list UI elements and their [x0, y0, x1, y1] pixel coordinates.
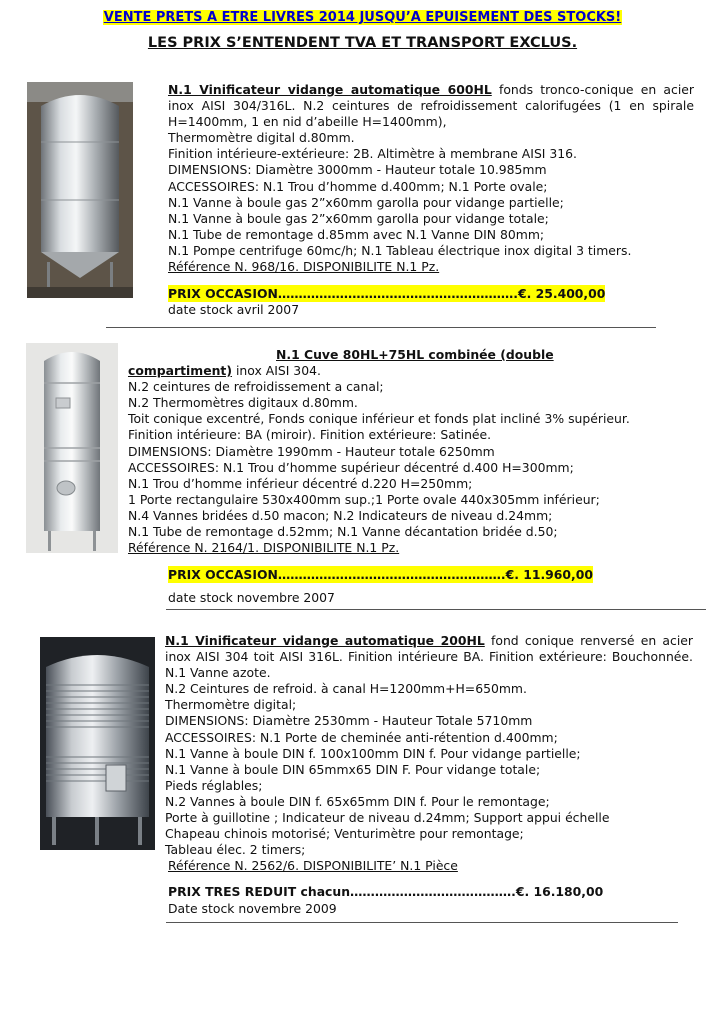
spec-line: N.1 Trou d’homme inférieur décentré d.220 H=250mm; [128, 475, 473, 491]
spec-line: DIMENSIONS: Diamètre 1990mm - Hauteur totale 6250mm [128, 443, 495, 459]
product-3-intro [165, 633, 693, 681]
product-1-stock-date: date stock avril 2007 [168, 302, 300, 317]
product-2-reference: Référence N. 2164/1. DISPONIBILITE N.1 Pz. [128, 540, 400, 556]
product-2-title-tail: inox AISI 304. [232, 363, 321, 379]
product-2-intro [128, 363, 708, 379]
product-1-title-tail: fonds tronco-conique en acier inox AISI 304/316L. N.2 ceintures de refroidissement calorifugées (1 en spirale H=1400mm, 1 en nid d’abeille H=1400mm), [168, 82, 694, 130]
spec-line: N.2 ceintures de refroidissement a canal; [128, 379, 384, 395]
product-3-stock-date: Date stock novembre 2009 [168, 901, 337, 916]
spec-line: Finition intérieure-extérieure: 2B. Altimètre à membrane AISI 316. [168, 146, 577, 162]
product-1-photo [27, 82, 133, 298]
spec-line: ACCESSOIRES: N.1 Porte de cheminée anti-rétention d.400mm; [165, 729, 558, 745]
spec-line: N.2 Thermomètres digitaux d.80mm. [128, 395, 358, 411]
product-2-title-line1: N.1 Cuve 80HL+75HL combinée (double [276, 347, 554, 362]
product-1-price: PRIX OCCASION………………………………………………….€. 25.400,00 [168, 286, 606, 301]
spec-line: Chapeau chinois motorisé; Venturimètre pour remontage; [165, 826, 524, 842]
spec-line: Thermomètre digital; [165, 697, 297, 713]
spec-line: ACCESSOIRES: N.1 Trou d’homme d.400mm; N.1 Porte ovale; [168, 178, 548, 194]
spec-line: N.2 Vannes à boule DIN f. 65x65mm DIN f. Pour le remontage; [165, 793, 550, 809]
product-2-stock-date: date stock novembre 2007 [168, 590, 335, 605]
product-3-price: PRIX TRES REDUIT chacun………………………………….€. 16.180,00 [168, 884, 604, 899]
promo-banner [0, 10, 725, 25]
product-1-description [168, 82, 694, 275]
spec-line: N.1 Vanne à boule DIN f. 100x100mm DIN f. Pour vidange partielle; [165, 745, 581, 761]
spec-line: Porte à guillotine ; Indicateur de niveau d.24mm; Support appui échelle [165, 810, 610, 826]
product-2-price: PRIX OCCASION……………………………………………….€. 11.960,00 [168, 567, 593, 582]
spec-line: N.2 Ceintures de refroid. à canal H=1200mm+H=650mm. [165, 681, 527, 697]
spec-line: ACCESSOIRES: N.1 Trou d’homme supérieur décentré d.400 H=300mm; [128, 459, 574, 475]
product-3-title-tail: fond conique renversé en acier inox AISI 304 toit AISI 316L. Finition intérieure BA. Finition extérieure: Bouchonnée. N.1 Vanne azote. [165, 633, 693, 681]
product-1-intro [168, 82, 694, 130]
divider [166, 609, 706, 610]
spec-line: Thermomètre digital d.80mm. [168, 130, 355, 146]
spec-line: N.1 Tube de remontage d.52mm; N.1 Vanne décantation bridée d.50; [128, 524, 558, 540]
spec-line: N.1 Tube de remontage d.85mm avec N.1 Vanne DIN 80mm; [168, 226, 545, 242]
spec-line: Finition intérieure: BA (miroir). Finition extérieure: Satinée. [128, 427, 492, 443]
spec-line: N.1 Vanne à boule gas 2”x60mm garolla pour vidange partielle; [168, 194, 564, 210]
product-1-title: N.1 Vinificateur vidange automatique 600HL [168, 82, 492, 97]
spec-line: N.1 Vanne à boule DIN 65mmx65 DIN F. Pour vidange totale; [165, 761, 541, 777]
spec-line: 1 Porte rectangulaire 530x400mm sup.;1 Porte ovale 440x305mm inférieur; [128, 491, 600, 507]
price-notice: LES PRIX S’ENTENDENT TVA ET TRANSPORT EXCLUS. [147, 35, 578, 51]
spec-line: N.1 Pompe centrifuge 60mc/h; N.1 Tableau électrique inox digital 3 timers. [168, 242, 632, 258]
divider [106, 327, 656, 328]
product-1-reference: Référence N. 968/16. DISPONIBILITE N.1 Pz. [168, 259, 440, 275]
spec-line: N.4 Vannes bridées d.50 macon; N.2 Indicateurs de niveau d.24mm; [128, 507, 553, 523]
product-3-photo [40, 637, 155, 850]
product-3-title: N.1 Vinificateur vidange automatique 200HL [165, 633, 485, 648]
product-2-title: compartiment) [128, 363, 233, 379]
product-3-reference: Référence N. 2562/6. DISPONIBILITE’ N.1 Pièce [168, 858, 458, 874]
promo-banner-text: VENTE PRETS A ETRE LIVRES 2014 JUSQU’A EPUISEMENT DES STOCKS! [103, 10, 622, 25]
spec-line: Pieds réglables; [165, 777, 263, 793]
divider [166, 922, 678, 923]
product-2-photo [26, 343, 118, 553]
spec-line: DIMENSIONS: Diamètre 2530mm - Hauteur Totale 5710mm [165, 713, 533, 729]
spec-line: Toit conique excentré, Fonds conique inférieur et fonds plat incliné 3% supérieur. [128, 411, 630, 427]
spec-line: DIMENSIONS: Diamètre 3000mm - Hauteur totale 10.985mm [168, 162, 547, 178]
spec-line: Tableau élec. 2 timers; [165, 842, 306, 858]
product-2-description [128, 347, 708, 556]
product-3-description [165, 633, 693, 874]
spec-line: N.1 Vanne à boule gas 2”x60mm garolla pour vidange totale; [168, 210, 549, 226]
